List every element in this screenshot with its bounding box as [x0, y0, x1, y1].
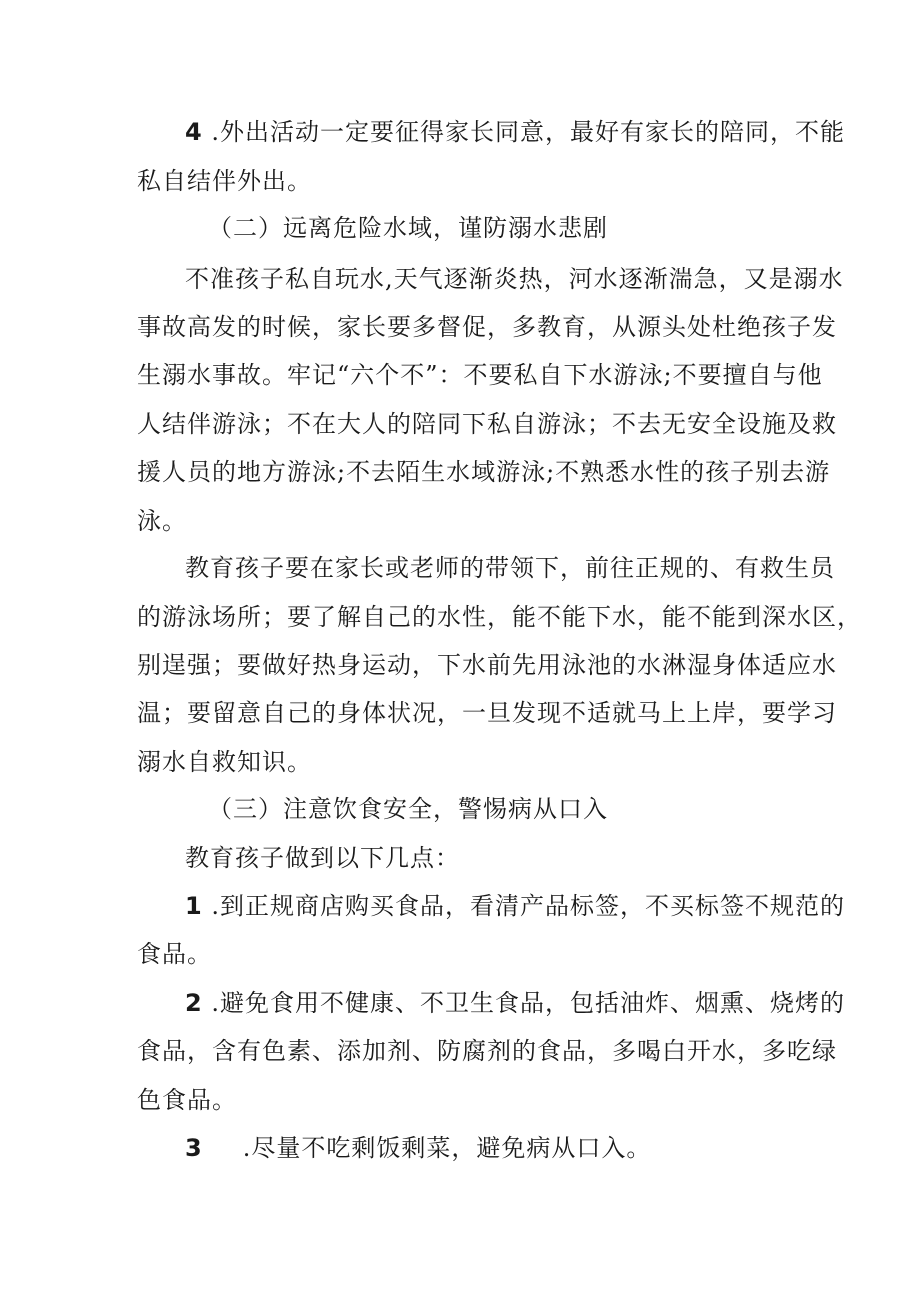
list-item-1: [185, 891, 845, 921]
paragraph-line: 生溺水事故。牢记“六个不”：不要私自下水游泳;不要擅自与他: [137, 361, 823, 389]
paragraph-line: 的游泳场所；要了解自己的水性，能不能下水，能不能到深水区，: [137, 603, 862, 631]
list-item-3: [185, 1133, 651, 1163]
paragraph-line: 不准孩子私自玩水,天气逐渐炎热，河水逐渐湍急，又是溺水: [185, 265, 844, 293]
paragraph-line: 援人员的地方游泳;不去陌生水域游泳;不熟悉水性的孩子别去游: [137, 458, 831, 486]
item-number: 3: [185, 1134, 203, 1162]
paragraph-line: 人结伴游泳；不在大人的陪同下私自游泳；不去无安全设施及救: [137, 410, 837, 438]
intro-line: 教育孩子做到以下几点：: [185, 844, 460, 872]
paragraph-line: 泳。: [137, 507, 187, 535]
list-item-2: [185, 988, 845, 1018]
item-number: 1: [185, 892, 203, 920]
item-text: .外出活动一定要征得家长同意，最好有家长的陪同，不能: [211, 118, 845, 146]
section-heading-2: （二）远离危险水域，谨防溺水悲剧: [208, 214, 608, 242]
text-line: 食品，含有色素、添加剂、防腐剂的食品，多喝白开水，多吃绿: [137, 1037, 837, 1065]
paragraph-line: 温；要留意自己的身体状况，一旦发现不适就马上上岸，要学习: [137, 699, 837, 727]
item-number: 4: [185, 118, 203, 146]
item-text: .尽量不吃剩饭剩菜，避免病从口入。: [242, 1134, 652, 1162]
item-number: 2: [185, 989, 203, 1017]
item-text: .到正规商店购买食品，看清产品标签，不买标签不规范的: [211, 892, 845, 920]
paragraph-line: 教育孩子要在家长或老师的带领下，前往正规的、有救生员: [185, 554, 835, 582]
list-item-4: [185, 117, 845, 147]
item-text: .避免食用不健康、不卫生食品，包括油炸、烟熏、烧烤的: [211, 989, 845, 1017]
section-heading-3: （三）注意饮食安全，警惕病从口入: [208, 795, 608, 823]
paragraph-line: 溺水自救知识。: [137, 748, 312, 776]
text-line: 食品。: [137, 940, 212, 968]
text-line: 私自结伴外出。: [137, 167, 312, 195]
text-line: 色食品。: [137, 1086, 237, 1114]
paragraph-line: 别逞强；要做好热身运动，下水前先用泳池的水淋湿身体适应水: [137, 651, 837, 679]
paragraph-line: 事故高发的时候，家长要多督促，多教育，从源头处杜绝孩子发: [137, 313, 837, 341]
